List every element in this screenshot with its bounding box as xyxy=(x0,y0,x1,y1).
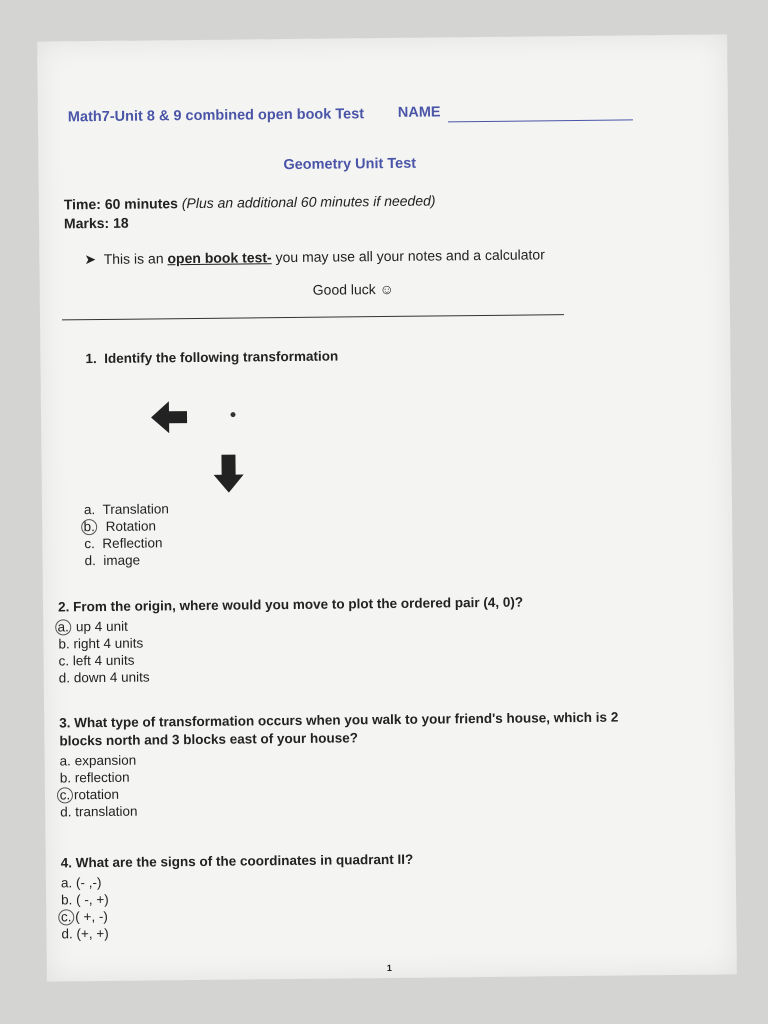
option-d[interactable]: d. down 4 units xyxy=(58,669,150,686)
test-paper xyxy=(37,34,737,981)
option-d[interactable]: d. image xyxy=(84,552,141,569)
option-a[interactable]: a. Translation xyxy=(83,501,169,518)
question-text-line1: What type of transformation occurs when you walk to your friend's house, which is 2 xyxy=(74,709,619,731)
question-number: 4. xyxy=(60,855,73,871)
question-number: 2. xyxy=(57,599,70,615)
option-a[interactable]: a. expansion xyxy=(59,752,137,769)
instruction-pre: This is an xyxy=(103,250,168,267)
option-d[interactable]: d. (+, +) xyxy=(61,925,109,942)
horizontal-divider xyxy=(62,314,564,320)
question-4-options xyxy=(61,874,109,942)
option-b[interactable]: b. ( -, +) xyxy=(61,891,109,908)
time-label: Time: 60 minutes xyxy=(63,195,179,213)
page-number: 1 xyxy=(386,962,392,974)
question-text: What are the signs of the coordinates in quadrant II? xyxy=(75,851,414,871)
question-4 xyxy=(61,852,414,871)
option-a[interactable]: a. (- ,-) xyxy=(60,875,102,891)
question-2-options xyxy=(58,617,150,686)
question-text: From the origin, where would you move to plot the ordered pair (4, 0)? xyxy=(72,594,524,615)
instruction-line xyxy=(84,246,545,268)
time-note: (Plus an additional 60 minutes if needed) xyxy=(181,192,436,212)
page-subtitle: Geometry Unit Test xyxy=(283,155,417,174)
center-dot xyxy=(230,412,235,417)
option-a-circled[interactable]: a. up 4 unit xyxy=(58,617,149,635)
test-title: Math7-Unit 8 & 9 combined open book Test xyxy=(67,106,365,126)
question-2 xyxy=(58,595,523,615)
down-arrow-icon xyxy=(213,455,243,493)
question-number: 1. xyxy=(85,351,97,367)
question-text: Identify the following transformation xyxy=(104,348,339,366)
question-text-line2: blocks north and 3 blocks east of your house? xyxy=(59,730,359,749)
option-b[interactable]: b. right 4 units xyxy=(58,635,144,652)
option-b-circled[interactable]: b. Rotation xyxy=(84,517,169,535)
bullet-arrow-icon: ➤ xyxy=(84,251,97,268)
option-c-circled[interactable]: c. ( +, -) xyxy=(61,908,109,925)
instruction-emphasis: open book test- xyxy=(167,249,272,267)
option-c[interactable]: c. left 4 units xyxy=(58,652,135,669)
answer-circle: a. xyxy=(55,619,71,635)
transformation-diagram xyxy=(141,394,262,505)
good-luck-text: Good luck ☺ xyxy=(312,280,395,298)
question-3 xyxy=(59,709,618,751)
name-blank-line xyxy=(448,119,633,122)
question-3-options xyxy=(60,752,138,821)
name-label: NAME xyxy=(397,104,441,121)
question-1 xyxy=(85,349,338,367)
time-line xyxy=(64,192,436,212)
option-c-circled[interactable]: c. rotation xyxy=(60,786,138,804)
marks-label: Marks: 18 xyxy=(63,214,129,232)
answer-circle: c. xyxy=(57,787,73,803)
option-c[interactable]: c. Reflection xyxy=(84,535,163,552)
instruction-post: you may use all your notes and a calculator xyxy=(271,246,545,266)
question-1-options xyxy=(84,500,170,569)
question-number: 3. xyxy=(59,715,71,731)
left-arrow-icon xyxy=(151,401,187,433)
answer-circle: c. xyxy=(58,909,74,925)
answer-circle: b. xyxy=(81,519,97,535)
option-b[interactable]: b. reflection xyxy=(59,769,130,786)
option-d[interactable]: d. translation xyxy=(60,803,138,820)
